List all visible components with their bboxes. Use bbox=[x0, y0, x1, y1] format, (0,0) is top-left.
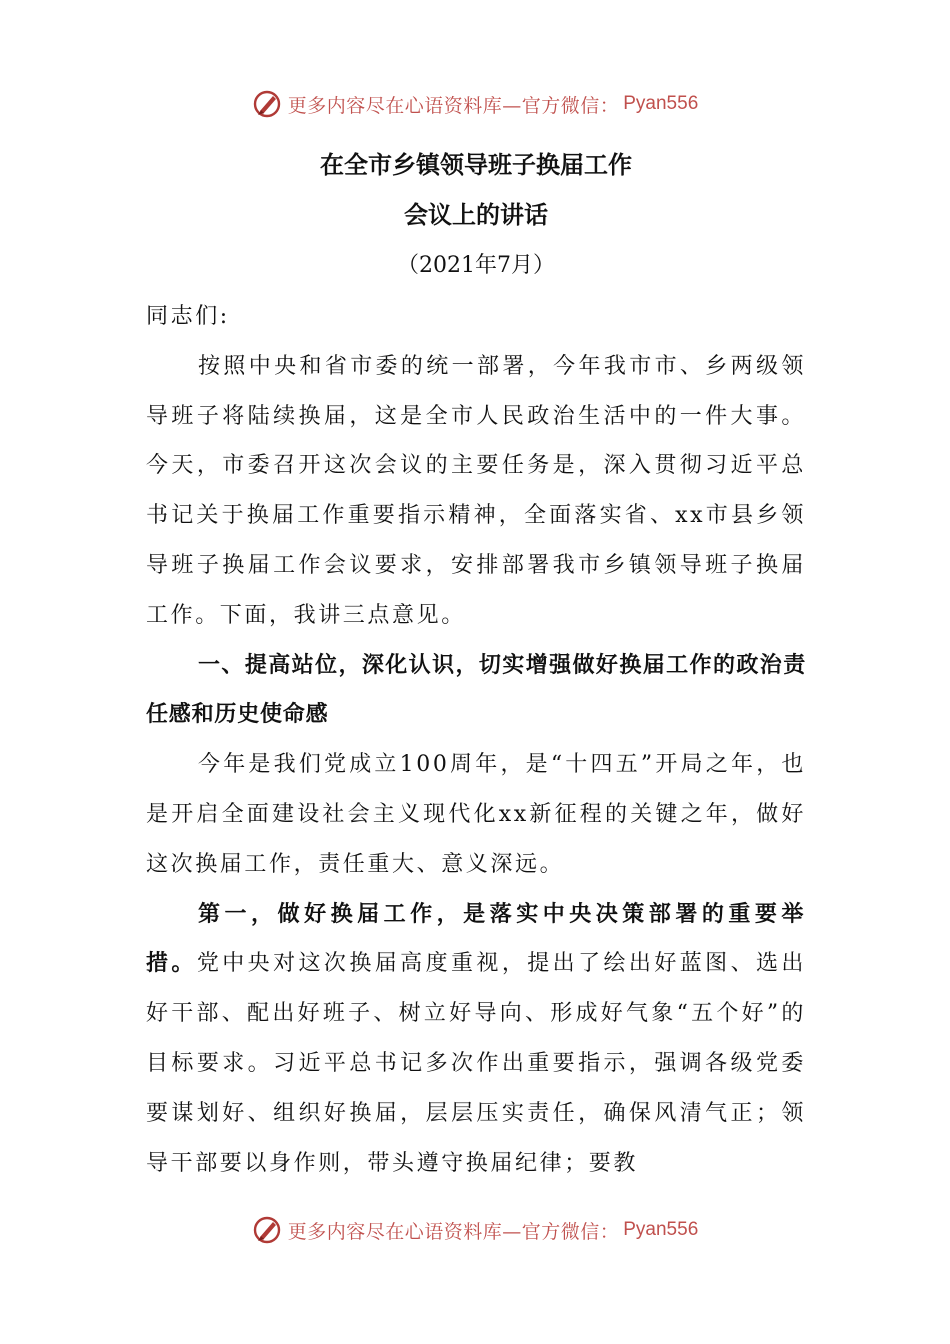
paragraph-3 bbox=[146, 890, 806, 1189]
paragraph-3-body: 党中央对这次换届高度重视，提出了绘出好蓝图、选出好干部、配出好班子、树立好导向、形成好气象“五个好”的目标要求。习近平总书记多次作出重要指示，强调各级党委要谋划好、组织好换届，层层压实责任，确保风清气正；领导干部要以身作则，带头遵守换届纪律；要教 bbox=[146, 951, 807, 1176]
paragraph-1: 按照中央和省市委的统一部署，今年我市市、乡两级领导班子将陆续换届，这是全市人民政治生活中的一件大事。今天，市委召开这次会议的主要任务是，深入贯彻习近平总书记关于换届工作重要指示精神，全面落实省、xx市县乡领导班子换届工作会议要求，安排部署我市乡镇领导班子换届工作。下面，我讲三点意见。 bbox=[146, 353, 806, 628]
watermark-wechat-id: Pyan556 bbox=[623, 1219, 699, 1240]
document-title-line2: 会议上的讲话 bbox=[404, 200, 548, 229]
document-title-line1: 在全市乡镇领导班子换届工作 bbox=[320, 150, 632, 179]
watermark-text: 更多内容尽在心语资料库—官方微信： bbox=[287, 1220, 620, 1243]
document-date: （2021年7月） bbox=[397, 253, 555, 278]
paragraph-2: 今年是我们党成立100周年，是“十四五”开局之年，也是开启全面建设社会主义现代化xx新征程的关键之年，做好这次换届工作，责任重大、意义深远。 bbox=[146, 752, 806, 877]
paragraph-3-lead: 第一，做好换届工作，是落实中央决策部署的重要举措。 bbox=[146, 900, 806, 977]
section-heading-1: 一、提高站位，深化认识，切实增强做好换届工作的政治责任感和历史使命感 bbox=[146, 652, 806, 728]
salutation: 同志们: bbox=[146, 304, 230, 329]
pen-circle-icon bbox=[252, 89, 282, 119]
watermark-header bbox=[0, 84, 950, 124]
watermark-text: 更多内容尽在心语资料库—官方微信： bbox=[287, 94, 620, 117]
watermark-footer bbox=[0, 1210, 950, 1250]
document-body bbox=[146, 140, 806, 1188]
pen-circle-icon bbox=[252, 1215, 282, 1245]
watermark-wechat-id: Pyan556 bbox=[623, 93, 699, 114]
